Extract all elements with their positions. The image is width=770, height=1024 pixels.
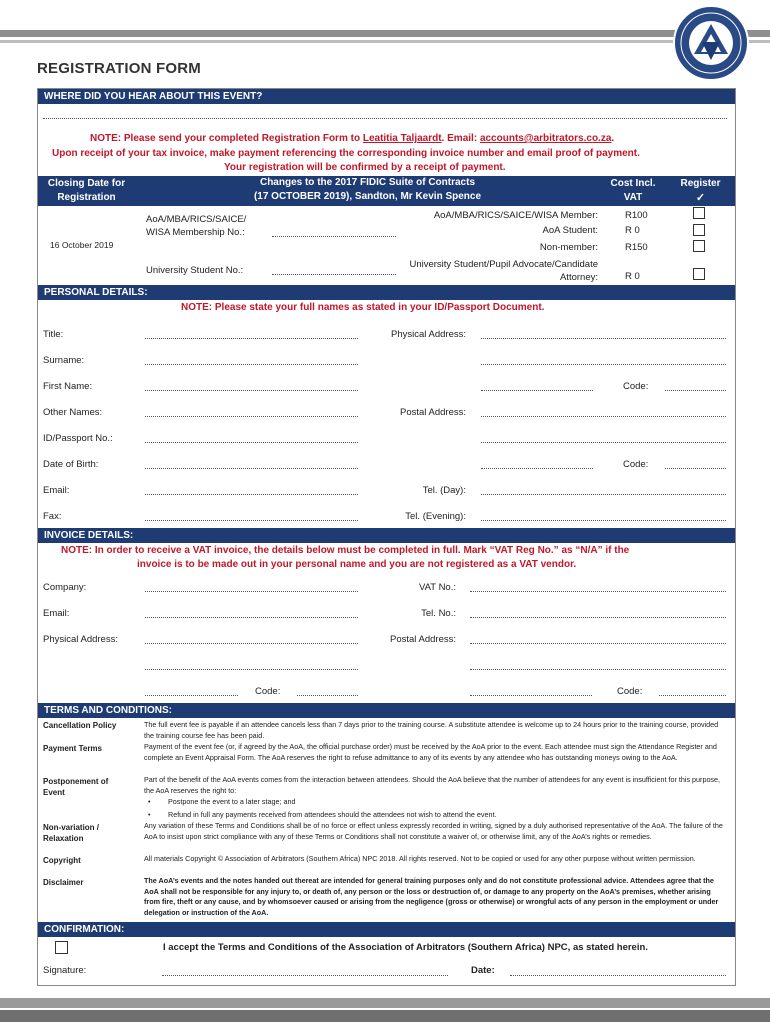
invoice-vat-label: VAT No.: — [419, 582, 456, 593]
postal-code-field[interactable] — [665, 468, 726, 469]
hear-about-field[interactable] — [43, 118, 727, 119]
postal-address-line-3[interactable] — [481, 468, 593, 469]
note-email-link[interactable]: accounts@arbitrators.co.za — [479, 133, 612, 144]
postal-address-label: Postal Address: — [399, 407, 466, 418]
invoice-company-label: Company: — [43, 582, 87, 593]
register-check-icon: ✓ — [695, 192, 706, 204]
hear-about-bar: WHERE DID YOU HEAR ABOUT THIS EVENT? — [38, 89, 735, 104]
header-stripe-thin — [0, 40, 770, 43]
invoice-tel-label: Tel. No.: — [421, 608, 456, 619]
surname-label: Surname: — [43, 355, 85, 366]
invoice-postal-line-3[interactable] — [470, 695, 592, 696]
physical-address-line-3[interactable] — [481, 390, 593, 391]
rate-cost-non-member: R150 — [625, 242, 648, 253]
tel-day-label: Tel. (Day): — [422, 485, 466, 496]
invoice-postal-code-field[interactable] — [659, 695, 726, 696]
note-email-label: . Email: — [441, 133, 478, 144]
invoice-tel-field[interactable] — [470, 617, 726, 618]
surname-field[interactable] — [145, 364, 358, 365]
student-no-field[interactable] — [272, 274, 396, 275]
cost-header: Cost Incl. VAT — [600, 176, 666, 206]
header-stripe — [0, 30, 770, 37]
fax-field[interactable] — [145, 520, 358, 521]
note-line-1 — [90, 133, 614, 144]
invoice-postal-line-1[interactable] — [470, 643, 726, 644]
id-passport-field[interactable] — [145, 442, 358, 443]
association-logo — [672, 4, 750, 82]
accept-terms-checkbox[interactable] — [55, 941, 68, 954]
payment-terms-label: Payment Terms — [43, 744, 102, 753]
copyright-label: Copyright — [43, 856, 81, 865]
membership-label: AoA/MBA/RICS/SAICE/ WISA Membership No.: — [146, 214, 247, 238]
note-line-2: Upon receipt of your tax invoice, make payment referencing the corresponding invoice number and email proof of payment. — [52, 148, 640, 159]
bullet-dot-2: • — [148, 810, 151, 819]
tel-evening-field[interactable] — [481, 520, 726, 521]
bullet-dot-1: • — [148, 797, 151, 806]
note-line-3: Your registration will be confirmed by a receipt of payment. — [224, 162, 506, 173]
date-field[interactable] — [510, 975, 726, 976]
register-checkbox-university[interactable] — [693, 268, 705, 280]
email-label: Email: — [43, 485, 70, 496]
invoice-postal-address-label: Postal Address: — [389, 634, 456, 645]
footer-stripe-light — [0, 998, 770, 1008]
header-band — [0, 0, 770, 44]
postponement-label: Postponement of Event — [43, 777, 109, 797]
date-of-birth-label: Date of Birth: — [43, 459, 99, 470]
physical-address-line-1[interactable] — [481, 338, 726, 339]
rate-cost-university: R 0 — [625, 271, 640, 282]
invoice-physical-line-1[interactable] — [145, 643, 358, 644]
invoice-email-field[interactable] — [145, 617, 358, 618]
title-field[interactable] — [145, 338, 358, 339]
invoice-physical-code-label: Code: — [255, 686, 281, 697]
register-checkbox-non-member[interactable] — [693, 240, 705, 252]
date-label: Date: — [471, 965, 495, 976]
fax-label: Fax: — [43, 511, 62, 522]
payment-terms-text: Payment of the event fee (or, if agreed by the AoA, the official purchase order) must be received by the AoA prior to the event. Each attendee must sign the Attendance Register and complete an Event Appraisal Form. The AoA reserves the right to refuse admittance to any of its events by any attendee who has outstanding moneys owing to the AoA. — [144, 742, 717, 762]
rate-label-university: University Student/Pupil Advocate/Candidate Attorney: — [409, 259, 598, 283]
postal-code-label: Code: — [623, 459, 649, 470]
confirmation-bar: CONFIRMATION: — [38, 922, 735, 937]
postal-address-line-1[interactable] — [481, 416, 726, 417]
rate-cost-member: R100 — [625, 210, 648, 221]
postponement-text: Part of the benefit of the AoA events comes from the interaction between attendees. Should the AoA believe that the number of attendees for any event is insufficient for this purpose, the AoA reserves the right to: — [144, 775, 721, 795]
title-label: Title: — [43, 329, 64, 340]
personal-details-bar: PERSONAL DETAILS: — [38, 285, 735, 300]
note-line-1-suffix: . — [611, 133, 615, 144]
first-name-field[interactable] — [145, 390, 358, 391]
closing-date-header: Closing Date for Registration — [38, 176, 135, 206]
membership-no-field[interactable] — [272, 236, 396, 237]
cancellation-policy-label: Cancellation Policy — [43, 721, 117, 730]
tel-evening-label: Tel. (Evening): — [405, 511, 466, 522]
cancellation-policy-text: The full event fee is payable if an attendee cancels less than 7 days prior to the training course. A substitute attendee is welcome up to 24 hours prior to the training course, provided the training course fee has been paid. — [144, 720, 719, 740]
other-names-field[interactable] — [145, 416, 358, 417]
register-checkbox-aoa-student[interactable] — [693, 224, 705, 236]
invoice-physical-line-3[interactable] — [145, 695, 238, 696]
register-checkbox-member[interactable] — [693, 207, 705, 219]
invoice-postal-code-label: Code: — [617, 686, 643, 697]
non-variation-label: Non-variation / Relaxation — [43, 823, 100, 843]
physical-code-label: Code: — [623, 381, 649, 392]
register-header-cell — [666, 176, 735, 206]
invoice-note-line-2: invoice is to be made out in your personal name and you are not registered as a VAT vendor. — [137, 559, 577, 570]
physical-address-label: Physical Address: — [391, 329, 466, 340]
rate-label-aoa-student: AoA Student: — [542, 225, 598, 236]
invoice-vat-field[interactable] — [470, 591, 726, 592]
closing-date-value: 16 October 2019 — [50, 240, 114, 250]
rate-label-member: AoA/MBA/RICS/SAICE/WISA Member: — [433, 210, 598, 221]
physical-code-field[interactable] — [665, 390, 726, 391]
invoice-physical-line-2[interactable] — [145, 669, 358, 670]
date-of-birth-field[interactable] — [145, 468, 358, 469]
page-title: REGISTRATION FORM — [37, 60, 201, 77]
footer-band — [0, 998, 770, 1024]
invoice-physical-code-field[interactable] — [297, 695, 358, 696]
copyright-text: All materials Copyright © Association of Arbitrators (Southern Africa) NPC 2018. All rights reserved. Not to be copied or used for any other purpose without written permission. — [144, 854, 696, 863]
signature-label: Signature: — [43, 965, 87, 976]
disclaimer-text: The AoA’s events and the notes handed out thereat are intended for general training purposes only and do not constitute professional advice. Attendees agree that the AoA shall not be responsible for any injury to, or death of, any person or the loss or destruction of, or damage to any property on the AoA’s premises, whether arising from fire, theft or any cause, and by whomsoever caused or arising from the negligence (gross or otherwise) or wrongful acts of any person in the employment or under delegation or instruction of the AoA. — [144, 876, 719, 917]
signature-field[interactable] — [162, 975, 448, 976]
student-no-label: University Student No.: — [146, 265, 244, 276]
rate-label-non-member: Non-member: — [539, 242, 598, 253]
invoice-note-line-1: NOTE: In order to receive a VAT invoice, the details below must be completed in full. Mark “VAT Reg No.” as “N/A” if the — [61, 545, 630, 556]
other-names-label: Other Names: — [43, 407, 103, 418]
accept-terms-text: I accept the Terms and Conditions of the Association of Arbitrators (Southern Africa) NPC, as stated herein. — [163, 942, 648, 953]
invoice-postal-line-2[interactable] — [470, 669, 726, 670]
first-name-label: First Name: — [43, 381, 93, 392]
terms-bar: TERMS AND CONDITIONS: — [38, 703, 735, 718]
non-variation-text: Any variation of these Terms and Conditions shall be of no force or effect unless expressly recorded in writing, signed by a duly authorised representative of the AoA. The failure of the AoA to insist upon strict compliance with any of these Terms or Conditions shall not constitute a waiver of, or otherwise limit, any of the AoA’s rights or remedies. — [144, 821, 723, 841]
invoice-physical-address-label: Physical Address: — [43, 634, 118, 645]
disclaimer-label: Disclaimer — [43, 878, 84, 887]
postponement-bullet-1: Postpone the event to a later stage; and — [168, 797, 296, 806]
tel-day-field[interactable] — [481, 494, 726, 495]
note-contact-name: Leatitia Taljaardt — [362, 133, 442, 144]
postal-address-line-2[interactable] — [481, 442, 726, 443]
event-title: Changes to the 2017 FIDIC Suite of Contracts — [259, 177, 476, 188]
invoice-email-label: Email: — [43, 608, 70, 619]
footer-stripe-dark — [0, 1010, 770, 1022]
physical-address-line-2[interactable] — [481, 364, 726, 365]
event-subtitle: (17 OCTOBER 2019), Sandton, Mr Kevin Spence — [253, 191, 482, 202]
email-field[interactable] — [145, 494, 358, 495]
event-title-cell — [135, 176, 600, 206]
register-header: Register — [680, 178, 721, 189]
personal-note: NOTE: Please state your full names as stated in your ID/Passport Document. — [181, 302, 545, 313]
postponement-bullet-2: Refund in full any payments received from attendees should the attendees not wish to attend the event. — [168, 810, 497, 819]
note-line-1-prefix: NOTE: Please send your completed Registration Form to — [90, 133, 361, 144]
id-passport-label: ID/Passport No.: — [43, 433, 113, 444]
invoice-company-field[interactable] — [145, 591, 358, 592]
invoice-details-bar: INVOICE DETAILS: — [38, 528, 735, 543]
rate-cost-aoa-student: R 0 — [625, 225, 640, 236]
